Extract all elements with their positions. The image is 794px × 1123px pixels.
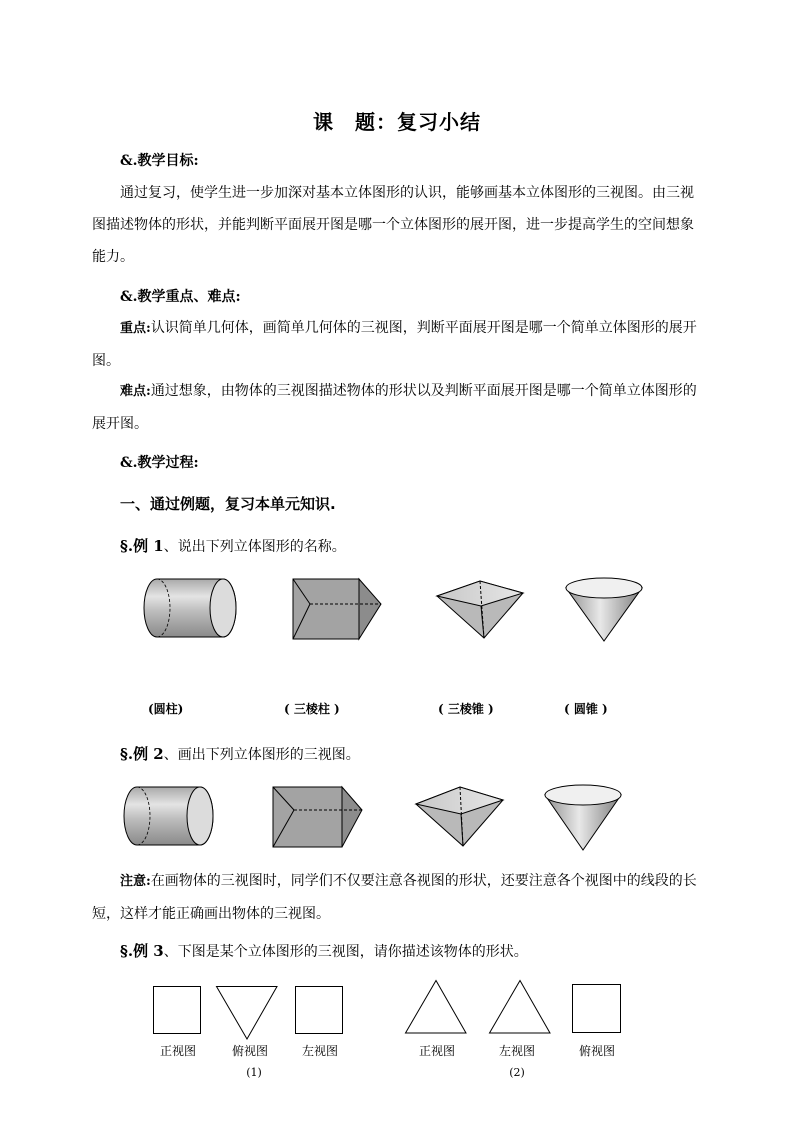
caption-triangular-prism: ( 三棱柱 ) (284, 702, 340, 716)
group2-label-front: 正视图 (418, 1044, 455, 1058)
group1-number: (1) (246, 1066, 262, 1079)
group2-label-left: 左视图 (498, 1044, 535, 1058)
cone-figure-2 (543, 783, 623, 851)
focus-label: 重点: (120, 321, 151, 336)
group1-label-left: 左视图 (301, 1044, 338, 1058)
group2-front-view-triangle (405, 980, 467, 1034)
example-1 (120, 535, 346, 556)
key-points-heading: &.教学重点、难点: (120, 289, 241, 305)
example-3-label: §.例 3 (120, 942, 164, 960)
difficulty-paragraph (92, 375, 704, 440)
focus-text: 认识简单几何体，画简单几何体的三视图，判断平面展开图是哪一个简单立体图形的展开图。 (92, 320, 697, 369)
triangular-prism-figure-2 (272, 786, 364, 848)
group1-top-view-triangle (216, 986, 278, 1040)
group1-left-view-square (295, 986, 344, 1035)
group2-left-view-triangle (489, 980, 551, 1034)
cone-figure-1 (564, 576, 644, 642)
group2-number: (2) (509, 1066, 525, 1079)
page-title: 课 题：复习小结 (313, 110, 481, 134)
process-heading: &.教学过程: (120, 455, 199, 471)
triangular-pyramid-figure-1 (436, 580, 524, 640)
focus-paragraph (92, 312, 704, 377)
note-label: 注意: (120, 874, 151, 889)
note-paragraph (92, 865, 704, 930)
group1-front-view-square (153, 986, 202, 1035)
example-2-text: 、画出下列立体图形的三视图。 (163, 747, 360, 763)
caption-cone: ( 圆锥 ) (564, 702, 608, 716)
triangular-pyramid-figure-2 (415, 786, 505, 848)
objectives-heading: &.教学目标: (120, 153, 199, 169)
example-1-text: 、说出下列立体图形的名称。 (163, 539, 346, 555)
difficulty-label: 难点: (120, 384, 151, 399)
example-1-label: §.例 1 (120, 537, 164, 555)
section-one-heading: 一、通过例题，复习本单元知识. (120, 495, 336, 513)
example-2-label: §.例 2 (120, 745, 164, 763)
triangular-prism-figure-1 (292, 578, 384, 640)
objectives-body: 通过复习，使学生进一步加深对基本立体图形的认识，能够画基本立体图形的三视图。由三视图描述物体的形状，并能判断平面展开图是哪一个立体图形的展开图，进一步提高学生的空间想象能力。 (92, 185, 694, 265)
difficulty-text: 通过想象，由物体的三视图描述物体的形状以及判断平面展开图是哪一个简单立体图形的展开图。 (92, 383, 697, 432)
example-3-text: 、下图是某个立体图形的三视图，请你描述该物体的形状。 (163, 944, 528, 960)
example-2 (120, 743, 360, 764)
caption-cylinder: (圆柱) (148, 702, 184, 716)
group2-top-view-square (572, 984, 622, 1034)
note-text: 在画物体的三视图时，同学们不仅要注意各视图的形状，还要注意各个视图中的线段的长短，这样才能正确画出物体的三视图。 (92, 873, 697, 922)
cylinder-figure-1 (145, 578, 237, 638)
group2-label-top: 俯视图 (578, 1044, 615, 1058)
cylinder-figure-2 (124, 786, 214, 846)
example-3 (120, 940, 528, 961)
group1-label-front: 正视图 (159, 1044, 196, 1058)
caption-triangular-pyramid: ( 三棱锥 ) (438, 702, 494, 716)
group1-label-top: 俯视图 (231, 1044, 268, 1058)
